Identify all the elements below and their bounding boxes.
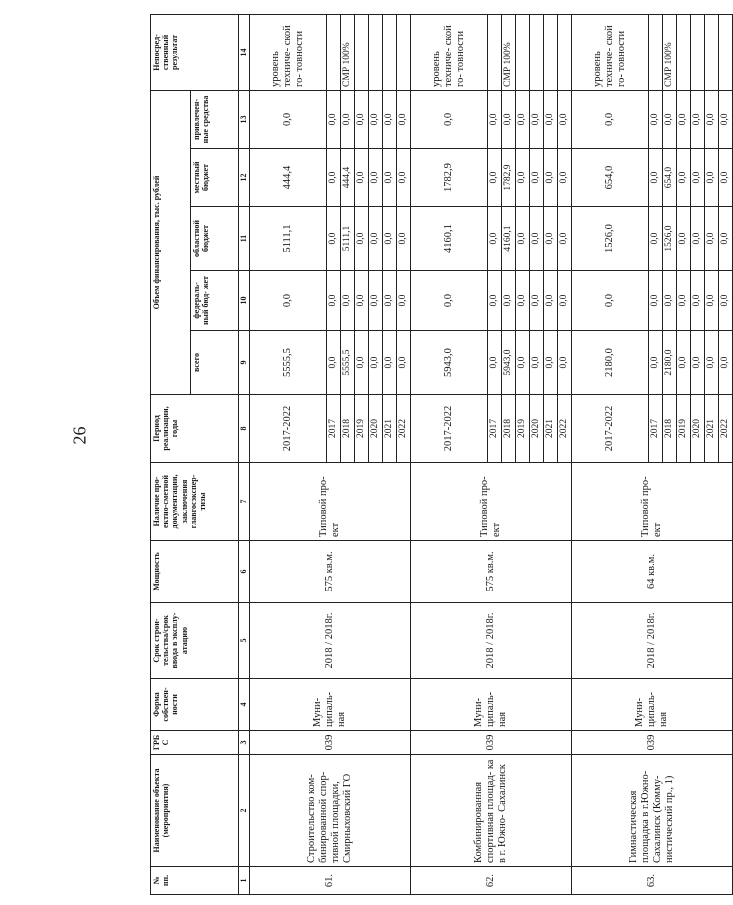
attracted-cell: 0,0 bbox=[341, 90, 355, 148]
local-cell: 0,0 bbox=[488, 149, 502, 207]
local-cell: 1782,9 bbox=[411, 149, 488, 207]
object-term: 2018 / 2018г. bbox=[250, 603, 411, 679]
rotated-table-container bbox=[150, 15, 731, 895]
object-term: 2018 / 2018г. bbox=[572, 603, 733, 679]
header-name: Наименование объекта (мероприятия) bbox=[151, 755, 239, 867]
object-name: Гимнастическая площадка в г.Южно- Сахалинск (Комму- нистический пр., 1) bbox=[572, 755, 733, 867]
header-capacity: Мощность bbox=[151, 541, 239, 603]
attracted-cell: 0,0 bbox=[649, 90, 663, 148]
federal-cell: 0,0 bbox=[705, 271, 719, 331]
regional-cell: 4160,1 bbox=[411, 207, 488, 271]
regional-cell: 0,0 bbox=[691, 207, 705, 271]
header-term: Срок строи- тельства/срок ввода в эксплу- атацию bbox=[151, 603, 239, 679]
total-cell: 0,0 bbox=[369, 331, 383, 395]
period-cell: 2022 bbox=[719, 395, 733, 463]
federal-cell: 0,0 bbox=[544, 271, 558, 331]
local-cell: 1782,9 bbox=[502, 149, 516, 207]
regional-cell: 1526,0 bbox=[572, 207, 649, 271]
period-cell: 2017 bbox=[488, 395, 502, 463]
result-cell bbox=[558, 14, 572, 90]
total-cell: 0,0 bbox=[516, 331, 530, 395]
header-local: местный бюджет bbox=[191, 149, 239, 207]
period-cell: 2020 bbox=[691, 395, 705, 463]
total-cell: 0,0 bbox=[691, 331, 705, 395]
object-ownership: Муни- ципаль- ная bbox=[411, 679, 572, 731]
total-cell: 0,0 bbox=[355, 331, 369, 395]
total-cell: 2180,0 bbox=[572, 331, 649, 395]
period-cell: 2022 bbox=[397, 395, 411, 463]
federal-cell: 0,0 bbox=[719, 271, 733, 331]
attracted-cell: 0,0 bbox=[383, 90, 397, 148]
total-cell: 5943,0 bbox=[502, 331, 516, 395]
total-cell: 0,0 bbox=[530, 331, 544, 395]
result-cell bbox=[677, 14, 691, 90]
federal-cell: 0,0 bbox=[516, 271, 530, 331]
federal-cell: 0,0 bbox=[411, 271, 488, 331]
local-cell: 0,0 bbox=[516, 149, 530, 207]
period-cell: 2021 bbox=[544, 395, 558, 463]
header-period: Период реализации, годы bbox=[151, 395, 239, 463]
local-cell: 0,0 bbox=[558, 149, 572, 207]
regional-cell: 0,0 bbox=[677, 207, 691, 271]
attracted-cell: 0,0 bbox=[411, 90, 488, 148]
local-cell: 0,0 bbox=[677, 149, 691, 207]
result-cell bbox=[383, 14, 397, 90]
result-cell bbox=[719, 14, 733, 90]
object-grbs: 039 bbox=[411, 731, 572, 755]
result-cell bbox=[369, 14, 383, 90]
attracted-cell: 0,0 bbox=[677, 90, 691, 148]
header-ownership: Форма собствен- ности bbox=[151, 679, 239, 731]
column-number: 14 bbox=[239, 14, 250, 90]
result-cell bbox=[516, 14, 530, 90]
column-number: 8 bbox=[239, 395, 250, 463]
local-cell: 0,0 bbox=[397, 149, 411, 207]
header-funding-group: Объем финансирования, тыс. рублей bbox=[151, 90, 191, 394]
period-cell: 2018 bbox=[663, 395, 677, 463]
period-cell: 2017 bbox=[649, 395, 663, 463]
federal-cell: 0,0 bbox=[691, 271, 705, 331]
attracted-cell: 0,0 bbox=[502, 90, 516, 148]
period-cell: 2019 bbox=[677, 395, 691, 463]
table-body bbox=[250, 14, 733, 894]
column-number: 12 bbox=[239, 149, 250, 207]
object-ownership: Муни- ципаль- ная bbox=[572, 679, 733, 731]
result-cell: уровень техниче- ской го- товности bbox=[250, 14, 327, 90]
column-number: 10 bbox=[239, 271, 250, 331]
federal-cell: 0,0 bbox=[397, 271, 411, 331]
object-grbs: 039 bbox=[572, 731, 733, 755]
period-cell: 2017-2022 bbox=[250, 395, 327, 463]
attracted-cell: 0,0 bbox=[663, 90, 677, 148]
attracted-cell: 0,0 bbox=[719, 90, 733, 148]
header-docs: Наличие про- ектно-сметной документации, заключения главгосэкспер- тизы bbox=[151, 463, 239, 541]
regional-cell: 0,0 bbox=[558, 207, 572, 271]
attracted-cell: 0,0 bbox=[369, 90, 383, 148]
column-number: 13 bbox=[239, 90, 250, 148]
period-cell: 2017 bbox=[327, 395, 341, 463]
total-cell: 0,0 bbox=[719, 331, 733, 395]
header-regional: областной бюджет bbox=[191, 207, 239, 271]
header-num: № пп. bbox=[151, 867, 239, 895]
total-cell: 2180,0 bbox=[663, 331, 677, 395]
local-cell: 0,0 bbox=[369, 149, 383, 207]
regional-cell: 0,0 bbox=[544, 207, 558, 271]
object-docs: Типовой про- ект bbox=[250, 463, 411, 541]
period-cell: 2021 bbox=[383, 395, 397, 463]
column-number: 1 bbox=[239, 867, 250, 895]
total-cell: 0,0 bbox=[397, 331, 411, 395]
federal-cell: 0,0 bbox=[572, 271, 649, 331]
federal-cell: 0,0 bbox=[341, 271, 355, 331]
header-result: Непосред- ственный результат bbox=[151, 14, 239, 90]
local-cell: 0,0 bbox=[649, 149, 663, 207]
column-number: 6 bbox=[239, 541, 250, 603]
attracted-cell: 0,0 bbox=[516, 90, 530, 148]
header-grbs: ГРБ С bbox=[151, 731, 239, 755]
result-cell bbox=[488, 14, 502, 90]
period-cell: 2022 bbox=[558, 395, 572, 463]
table-row bbox=[250, 14, 327, 894]
table-row bbox=[411, 14, 488, 894]
result-cell bbox=[397, 14, 411, 90]
regional-cell: 0,0 bbox=[649, 207, 663, 271]
result-cell bbox=[355, 14, 369, 90]
regional-cell: 0,0 bbox=[369, 207, 383, 271]
regional-cell: 4160,1 bbox=[502, 207, 516, 271]
object-number: 61. bbox=[250, 867, 411, 895]
total-cell: 5943,0 bbox=[411, 331, 488, 395]
attracted-cell: 0,0 bbox=[558, 90, 572, 148]
attracted-cell: 0,0 bbox=[572, 90, 649, 148]
result-cell bbox=[530, 14, 544, 90]
object-number: 62. bbox=[411, 867, 572, 895]
federal-cell: 0,0 bbox=[663, 271, 677, 331]
local-cell: 654,0 bbox=[663, 149, 677, 207]
header-total: всего bbox=[191, 331, 239, 395]
federal-cell: 0,0 bbox=[649, 271, 663, 331]
object-docs: Типовой про- ект bbox=[572, 463, 733, 541]
column-number: 2 bbox=[239, 755, 250, 867]
financing-table bbox=[150, 14, 733, 895]
object-capacity: 64 кв.м. bbox=[572, 541, 733, 603]
column-number: 11 bbox=[239, 207, 250, 271]
attracted-cell: 0,0 bbox=[530, 90, 544, 148]
object-name: Строительство ком- бинированной спор- тивной площадки, Смирныховский ГО bbox=[250, 755, 411, 867]
object-term: 2018 / 2018г. bbox=[411, 603, 572, 679]
local-cell: 0,0 bbox=[705, 149, 719, 207]
object-name: Комбинированная спортивная площад- ка в г. Южно- Сахалинск bbox=[411, 755, 572, 867]
regional-cell: 0,0 bbox=[355, 207, 369, 271]
total-cell: 5555,5 bbox=[341, 331, 355, 395]
federal-cell: 0,0 bbox=[383, 271, 397, 331]
total-cell: 0,0 bbox=[558, 331, 572, 395]
attracted-cell: 0,0 bbox=[355, 90, 369, 148]
result-cell: СМР 100% bbox=[663, 14, 677, 90]
object-ownership: Муни- ципаль- ная bbox=[250, 679, 411, 731]
local-cell: 444,4 bbox=[250, 149, 327, 207]
result-cell: уровень техниче- ской го- товности bbox=[411, 14, 488, 90]
period-cell: 2017-2022 bbox=[572, 395, 649, 463]
total-cell: 0,0 bbox=[649, 331, 663, 395]
period-cell: 2020 bbox=[369, 395, 383, 463]
regional-cell: 0,0 bbox=[397, 207, 411, 271]
header-federal: федераль- ный бюд- жет bbox=[191, 271, 239, 331]
federal-cell: 0,0 bbox=[677, 271, 691, 331]
period-cell: 2020 bbox=[530, 395, 544, 463]
regional-cell: 5111,1 bbox=[250, 207, 327, 271]
federal-cell: 0,0 bbox=[250, 271, 327, 331]
regional-cell: 0,0 bbox=[719, 207, 733, 271]
period-cell: 2018 bbox=[341, 395, 355, 463]
object-capacity: 575 кв.м. bbox=[250, 541, 411, 603]
total-cell: 0,0 bbox=[383, 331, 397, 395]
federal-cell: 0,0 bbox=[355, 271, 369, 331]
table-row bbox=[572, 14, 649, 894]
result-cell bbox=[691, 14, 705, 90]
local-cell: 0,0 bbox=[530, 149, 544, 207]
local-cell: 0,0 bbox=[383, 149, 397, 207]
federal-cell: 0,0 bbox=[502, 271, 516, 331]
period-cell: 2019 bbox=[516, 395, 530, 463]
regional-cell: 0,0 bbox=[516, 207, 530, 271]
object-docs: Типовой про- ект bbox=[411, 463, 572, 541]
result-cell bbox=[705, 14, 719, 90]
regional-cell: 5111,1 bbox=[341, 207, 355, 271]
attracted-cell: 0,0 bbox=[691, 90, 705, 148]
total-cell: 0,0 bbox=[544, 331, 558, 395]
regional-cell: 0,0 bbox=[383, 207, 397, 271]
federal-cell: 0,0 bbox=[530, 271, 544, 331]
federal-cell: 0,0 bbox=[488, 271, 502, 331]
page-number: 26 bbox=[69, 426, 90, 445]
local-cell: 0,0 bbox=[719, 149, 733, 207]
attracted-cell: 0,0 bbox=[488, 90, 502, 148]
object-number: 63. bbox=[572, 867, 733, 895]
column-number: 9 bbox=[239, 331, 250, 395]
total-cell: 5555,5 bbox=[250, 331, 327, 395]
local-cell: 0,0 bbox=[327, 149, 341, 207]
regional-cell: 0,0 bbox=[705, 207, 719, 271]
column-number: 7 bbox=[239, 463, 250, 541]
header-attracted: привлечен- ные средства bbox=[191, 90, 239, 148]
header-column-numbers bbox=[239, 14, 250, 894]
column-number: 3 bbox=[239, 731, 250, 755]
regional-cell: 0,0 bbox=[488, 207, 502, 271]
result-cell: СМР 100% bbox=[341, 14, 355, 90]
period-cell: 2018 bbox=[502, 395, 516, 463]
attracted-cell: 0,0 bbox=[327, 90, 341, 148]
result-cell: уровень техниче- ской го- товности bbox=[572, 14, 649, 90]
local-cell: 444,4 bbox=[341, 149, 355, 207]
federal-cell: 0,0 bbox=[327, 271, 341, 331]
result-cell bbox=[649, 14, 663, 90]
federal-cell: 0,0 bbox=[558, 271, 572, 331]
total-cell: 0,0 bbox=[327, 331, 341, 395]
object-capacity: 575 кв.м. bbox=[411, 541, 572, 603]
local-cell: 0,0 bbox=[691, 149, 705, 207]
result-cell bbox=[327, 14, 341, 90]
local-cell: 0,0 bbox=[544, 149, 558, 207]
column-number: 5 bbox=[239, 603, 250, 679]
attracted-cell: 0,0 bbox=[544, 90, 558, 148]
attracted-cell: 0,0 bbox=[397, 90, 411, 148]
total-cell: 0,0 bbox=[488, 331, 502, 395]
object-grbs: 039 bbox=[250, 731, 411, 755]
regional-cell: 1526,0 bbox=[663, 207, 677, 271]
regional-cell: 0,0 bbox=[530, 207, 544, 271]
total-cell: 0,0 bbox=[705, 331, 719, 395]
attracted-cell: 0,0 bbox=[705, 90, 719, 148]
period-cell: 2017-2022 bbox=[411, 395, 488, 463]
total-cell: 0,0 bbox=[677, 331, 691, 395]
result-cell: СМР 100% bbox=[502, 14, 516, 90]
table-header bbox=[151, 14, 250, 894]
result-cell bbox=[544, 14, 558, 90]
local-cell: 654,0 bbox=[572, 149, 649, 207]
column-number: 4 bbox=[239, 679, 250, 731]
local-cell: 0,0 bbox=[355, 149, 369, 207]
period-cell: 2021 bbox=[705, 395, 719, 463]
regional-cell: 0,0 bbox=[327, 207, 341, 271]
period-cell: 2019 bbox=[355, 395, 369, 463]
attracted-cell: 0,0 bbox=[250, 90, 327, 148]
federal-cell: 0,0 bbox=[369, 271, 383, 331]
